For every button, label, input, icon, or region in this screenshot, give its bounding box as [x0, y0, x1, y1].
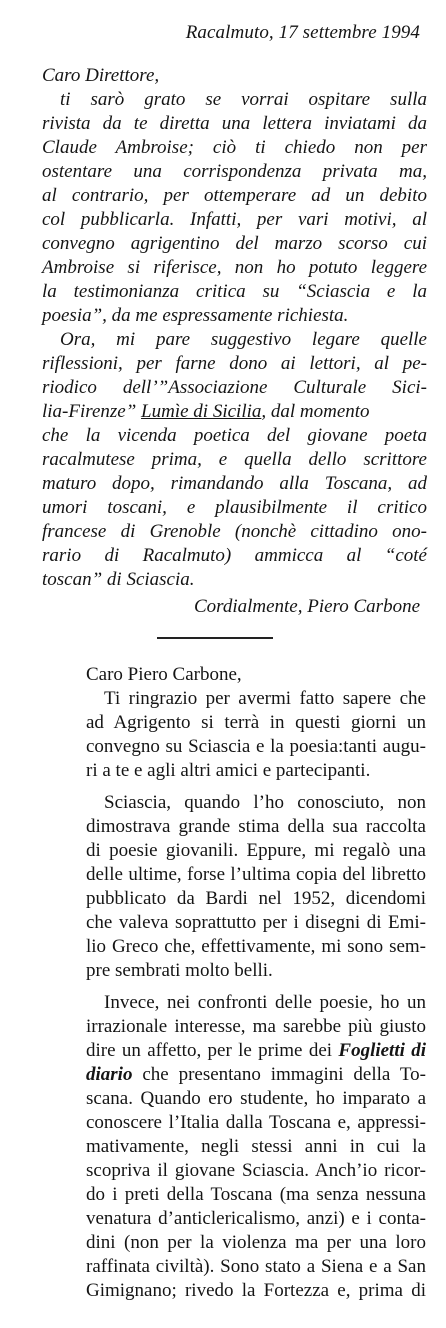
letter2-line: di poesie giovanili. Eppure, mi regalò una — [86, 840, 426, 861]
letter1-line: convegno agrigentino del marzo scorso cui — [42, 233, 427, 254]
letter2-line: do i preti della Toscana (ma senza nessuna — [86, 1184, 426, 1205]
letter1-line: riodico dell’”Associazione Culturale Sici- — [42, 377, 427, 398]
letter1-line: poesia”, da me espressamente richiesta. — [42, 305, 349, 326]
poetry-collection-title: Foglietti di — [338, 1040, 427, 1061]
letter1-line-part: , dal momento — [261, 401, 370, 422]
letter1-line: che la vicenda poetica del giovane poeta — [42, 425, 427, 446]
letter2-line: raffinata civiltà). Sono stato a Siena e a San — [86, 1256, 426, 1277]
letter1-line: racalmutese prima, e quella dello scrittore — [42, 449, 427, 470]
letter1-line: toscan” di Sciascia. — [42, 569, 195, 590]
letter2-line: venatura d’anticlericalismo, anzi) e i conta- — [86, 1208, 426, 1229]
letter2-line-with-title — [86, 1063, 426, 1087]
letter1-line: al contrario, per ottemperare ad un debito — [42, 185, 427, 206]
letter2-line: scopriva il giovane Sciascia. Anch’io ricor- — [86, 1160, 426, 1181]
letter1-line: umori toscani, e plausibilmente il critico — [42, 497, 427, 518]
letter2-line-part: che presentano immagini della To- — [132, 1064, 426, 1085]
letter2-line: scana. Quando ero studente, ho imparato a — [86, 1088, 426, 1109]
letter1-line: ostentare una corrispondenza privata ma, — [42, 161, 427, 182]
letter2-line: ri a te e agli altri amici e partecipanti. — [86, 760, 371, 781]
letter2-line: dimostrava grande stima della sua raccolta — [86, 816, 426, 837]
letter2-line: pre sembrati molto belli. — [86, 960, 273, 981]
letter2-salutation: Caro Piero Carbone, — [86, 664, 242, 685]
letter2-line: Sciascia, quando l’ho conosciuto, non — [104, 792, 426, 813]
section-divider — [157, 637, 273, 639]
letter1-line: Claude Ambroise; ciò ti chiedo non per — [42, 137, 427, 158]
letter2-line: lio Greco che, effettivamente, mi sono sem- — [86, 936, 426, 957]
letter2-line: che valeva soprattutto per i disegni di Emi- — [86, 912, 426, 933]
letter2-line: mativamente, negli stessi anni in cui la — [86, 1136, 426, 1157]
dateline: Racalmuto, 17 settembre 1994 — [185, 22, 420, 43]
letter2-line: ad Agrigento si terrà in questi giorni un — [86, 712, 426, 733]
letter2-line: Invece, nei confronti delle poesie, ho un — [104, 992, 426, 1013]
periodical-title: Lumìe di Sicilia — [141, 401, 262, 422]
letter1-line-part: lia-Firenze” — [42, 401, 137, 422]
letter1-line: francese di Grenoble (nonchè cittadino ono- — [42, 521, 427, 542]
letter1-line: Ora, mi pare suggestivo legare quelle — [60, 329, 427, 350]
letter1-line: la testimonianza critica su “Sciascia e la — [42, 281, 427, 302]
letter1-line: col pubblicarla. Infatti, per vari motivi, al — [42, 209, 427, 230]
letter1-line: Ambroise si riferisce, non ho potuto leggere — [42, 257, 427, 278]
letter2-line: irrazionale interesse, ma sarebbe più giusto — [86, 1016, 426, 1037]
letter2-line-part: dire un affetto, per le prime dei — [86, 1040, 333, 1061]
letter-to-director — [42, 64, 427, 592]
letter2-line-with-title — [86, 1039, 426, 1063]
letter1-salutation: Caro Direttore, — [42, 65, 160, 86]
letter1-line: maturo dopo, rimandando alla Toscana, ad — [42, 473, 427, 494]
letter1-line: rivista da te diretta una lettera inviatami da — [42, 113, 427, 134]
letter2-line: convegno su Sciascia e la poesia:tanti augu- — [86, 736, 426, 757]
poetry-collection-title-end: diario — [86, 1064, 133, 1085]
letter1-line-with-title — [42, 400, 427, 424]
letter1-line: ti sarò grato se vorrai ospitare sulla — [60, 89, 427, 110]
letter2-line: dini (non per la violenza ma per una loro — [86, 1232, 426, 1253]
letter2-line: delle ultime, forse l’ultima copia del libretto — [86, 864, 426, 885]
letter1-line: rario di Racalmuto) ammicca al “coté — [42, 545, 427, 566]
letter2-line: conoscere l’Italia dalla Toscana e, appressi- — [86, 1112, 426, 1133]
letter2-line: pubblicato da Bardi nel 1952, dicendomi — [86, 888, 426, 909]
letter2-line: Gimignano; rivedo la Fortezza e, prima di — [86, 1280, 426, 1301]
letter1-line: riflessioni, per farne dono ai lettori, al pe- — [42, 353, 427, 374]
letter1-signoff: Cordialmente, Piero Carbone — [193, 596, 420, 617]
letter2-line: Ti ringrazio per avermi fatto sapere che — [104, 688, 426, 709]
letter-from-ambroise — [86, 663, 426, 1303]
